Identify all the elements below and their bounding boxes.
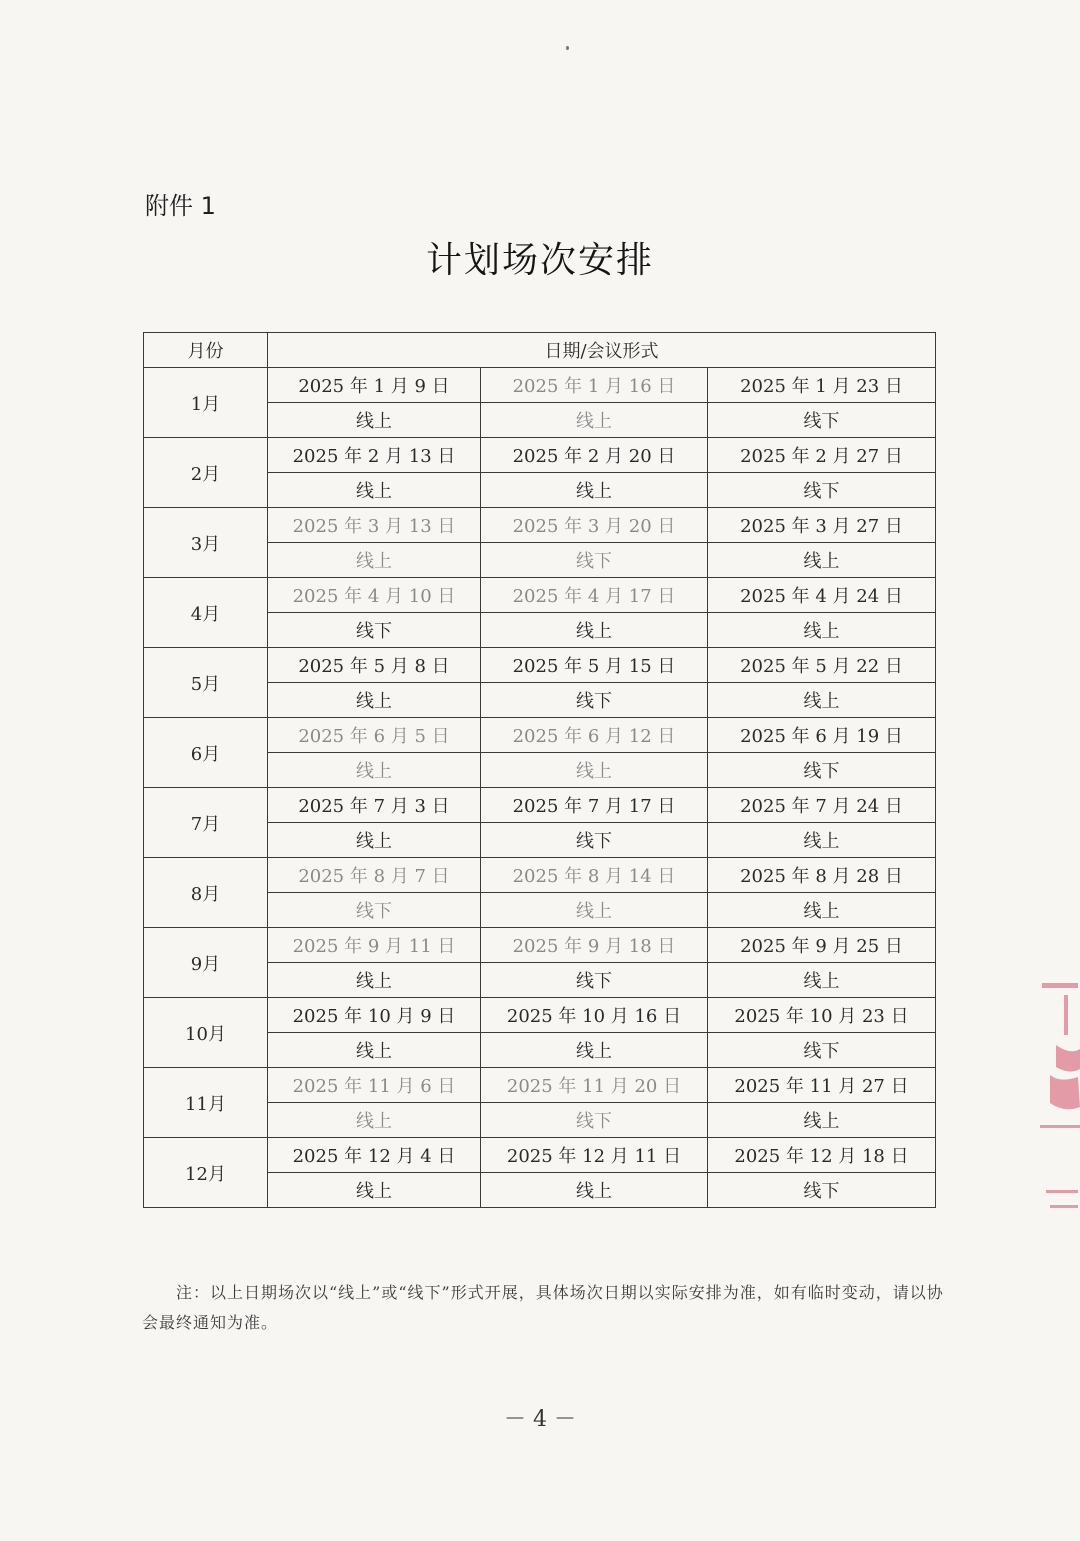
date-cell: 2025 年 11 月 27 日 (708, 1068, 936, 1103)
mode-cell: 线下 (481, 683, 708, 718)
mode-cell: 线上 (268, 753, 481, 788)
schedule-table (143, 332, 936, 1208)
page-number: － 4 － (504, 1407, 576, 1432)
date-cell: 2025 年 6 月 12 日 (481, 718, 708, 753)
mode-cell: 线上 (268, 473, 481, 508)
month-cell: 10月 (144, 998, 268, 1068)
date-cell: 2025 年 7 月 17 日 (481, 788, 708, 823)
mode-cell: 线上 (708, 963, 936, 998)
mode-cell: 线上 (481, 473, 708, 508)
date-cell: 2025 年 4 月 24 日 (708, 578, 936, 613)
month-cell: 12月 (144, 1138, 268, 1208)
table-row-dates (144, 998, 936, 1033)
month-cell: 4月 (144, 578, 268, 648)
date-cell: 2025 年 8 月 7 日 (268, 858, 481, 893)
table-row-dates (144, 718, 936, 753)
date-cell: 2025 年 2 月 27 日 (708, 438, 936, 473)
date-cell: 2025 年 10 月 9 日 (268, 998, 481, 1033)
date-cell: 2025 年 5 月 15 日 (481, 648, 708, 683)
date-cell: 2025 年 8 月 28 日 (708, 858, 936, 893)
attachment-label: 附件 1 (145, 192, 216, 220)
date-cell: 2025 年 9 月 25 日 (708, 928, 936, 963)
month-cell: 7月 (144, 788, 268, 858)
mode-cell: 线上 (708, 823, 936, 858)
header-dates: 日期/会议形式 (268, 333, 936, 368)
date-cell: 2025 年 3 月 20 日 (481, 508, 708, 543)
mode-cell: 线上 (481, 1173, 708, 1208)
month-cell: 1月 (144, 368, 268, 438)
table-row-dates (144, 438, 936, 473)
table-row-dates (144, 648, 936, 683)
date-cell: 2025 年 5 月 22 日 (708, 648, 936, 683)
paper-speck (566, 46, 569, 50)
date-cell: 2025 年 4 月 17 日 (481, 578, 708, 613)
mode-cell: 线下 (481, 823, 708, 858)
mode-cell: 线上 (268, 543, 481, 578)
red-seal-stamp-edge (1036, 975, 1080, 1225)
date-cell: 2025 年 1 月 9 日 (268, 368, 481, 403)
date-cell: 2025 年 12 月 11 日 (481, 1138, 708, 1173)
date-cell: 2025 年 10 月 23 日 (708, 998, 936, 1033)
table-row-dates (144, 1138, 936, 1173)
month-cell: 11月 (144, 1068, 268, 1138)
mode-cell: 线下 (268, 893, 481, 928)
date-cell: 2025 年 11 月 20 日 (481, 1068, 708, 1103)
mode-cell: 线上 (708, 543, 936, 578)
date-cell: 2025 年 9 月 18 日 (481, 928, 708, 963)
date-cell: 2025 年 5 月 8 日 (268, 648, 481, 683)
date-cell: 2025 年 10 月 16 日 (481, 998, 708, 1033)
date-cell: 2025 年 7 月 24 日 (708, 788, 936, 823)
month-cell: 8月 (144, 858, 268, 928)
mode-cell: 线上 (708, 893, 936, 928)
footnote: 注：以上日期场次以“线上”或“线下”形式开展，具体场次日期以实际安排为准，如有临时变动，请以协会最终通知为准。 (142, 1283, 944, 1332)
mode-cell: 线下 (708, 403, 936, 438)
table-row-dates (144, 1068, 936, 1103)
mode-cell: 线上 (708, 683, 936, 718)
mode-cell: 线下 (481, 1103, 708, 1138)
mode-cell: 线上 (268, 963, 481, 998)
table-row-dates (144, 788, 936, 823)
date-cell: 2025 年 3 月 27 日 (708, 508, 936, 543)
date-cell: 2025 年 9 月 11 日 (268, 928, 481, 963)
mode-cell: 线下 (708, 753, 936, 788)
date-cell: 2025 年 6 月 19 日 (708, 718, 936, 753)
mode-cell: 线上 (708, 613, 936, 648)
table-row-dates (144, 928, 936, 963)
mode-cell: 线下 (481, 543, 708, 578)
mode-cell: 线上 (268, 1173, 481, 1208)
table-header-row (144, 333, 936, 368)
mode-cell: 线上 (268, 683, 481, 718)
mode-cell: 线上 (268, 823, 481, 858)
date-cell: 2025 年 1 月 16 日 (481, 368, 708, 403)
header-month: 月份 (144, 333, 268, 368)
date-cell: 2025 年 3 月 13 日 (268, 508, 481, 543)
date-cell: 2025 年 2 月 20 日 (481, 438, 708, 473)
table-row-dates (144, 858, 936, 893)
mode-cell: 线上 (481, 1033, 708, 1068)
month-cell: 2月 (144, 438, 268, 508)
mode-cell: 线上 (268, 1103, 481, 1138)
date-cell: 2025 年 12 月 4 日 (268, 1138, 481, 1173)
mode-cell: 线下 (481, 963, 708, 998)
mode-cell: 线上 (481, 893, 708, 928)
date-cell: 2025 年 6 月 5 日 (268, 718, 481, 753)
mode-cell: 线上 (481, 753, 708, 788)
date-cell: 2025 年 8 月 14 日 (481, 858, 708, 893)
date-cell: 2025 年 7 月 3 日 (268, 788, 481, 823)
mode-cell: 线下 (268, 613, 481, 648)
date-cell: 2025 年 4 月 10 日 (268, 578, 481, 613)
table-row-dates (144, 578, 936, 613)
table-row-dates (144, 508, 936, 543)
mode-cell: 线下 (708, 1173, 936, 1208)
mode-cell: 线下 (708, 1033, 936, 1068)
table-row-dates (144, 368, 936, 403)
mode-cell: 线上 (708, 1103, 936, 1138)
mode-cell: 线上 (481, 613, 708, 648)
mode-cell: 线上 (481, 403, 708, 438)
mode-cell: 线下 (708, 473, 936, 508)
month-cell: 6月 (144, 718, 268, 788)
mode-cell: 线上 (268, 403, 481, 438)
month-cell: 9月 (144, 928, 268, 998)
month-cell: 3月 (144, 508, 268, 578)
schedule-body (144, 368, 936, 1208)
date-cell: 2025 年 1 月 23 日 (708, 368, 936, 403)
date-cell: 2025 年 11 月 6 日 (268, 1068, 481, 1103)
mode-cell: 线上 (268, 1033, 481, 1068)
date-cell: 2025 年 12 月 18 日 (708, 1138, 936, 1173)
date-cell: 2025 年 2 月 13 日 (268, 438, 481, 473)
page-title: 计划场次安排 (425, 240, 654, 281)
month-cell: 5月 (144, 648, 268, 718)
